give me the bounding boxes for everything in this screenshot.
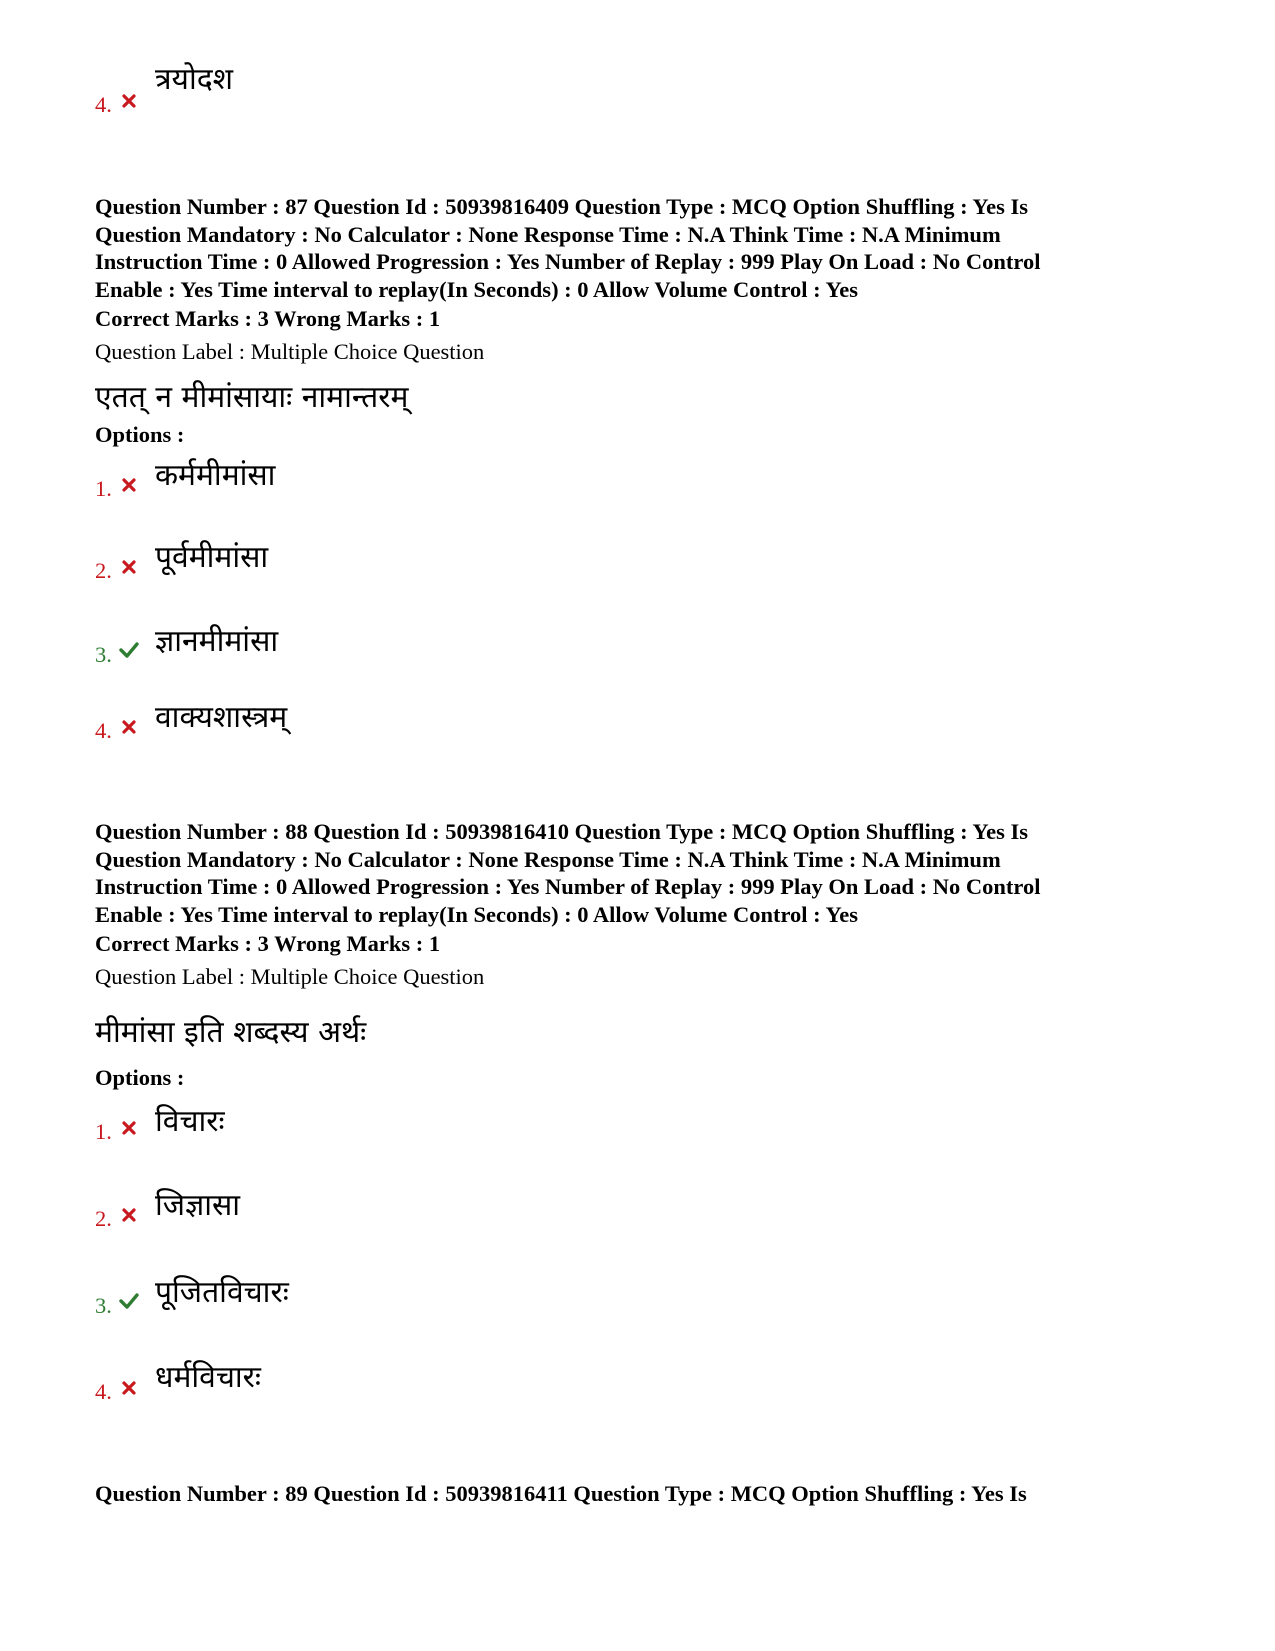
option-number: 2. — [95, 558, 112, 583]
cross-mark-icon — [121, 477, 137, 493]
option-number: 4. — [95, 718, 112, 743]
option-text: त्रयोदश — [155, 62, 234, 97]
question-meta: Question Number : 89 Question Id : 50939816411 Question Type : MCQ Option Shuffling : Yes Is — [95, 1481, 1027, 1506]
option-text: ज्ञानमीमांसा — [155, 624, 279, 659]
option-number: 1. — [95, 1119, 112, 1144]
option-text: जिज्ञासा — [155, 1188, 241, 1223]
cross-mark-icon — [121, 559, 137, 575]
options-heading: Options : — [95, 1065, 185, 1090]
option-text: विचारः — [155, 1104, 225, 1139]
question-text: एतत् न मीमांसायाः नामान्तरम् — [95, 380, 409, 415]
question-label: Question Label : Multiple Choice Question — [95, 339, 485, 364]
cross-mark-icon — [121, 1207, 137, 1223]
option-text: पूजितविचारः — [155, 1275, 289, 1310]
check-mark-icon — [119, 1293, 139, 1309]
cross-mark-icon — [121, 719, 137, 735]
option-number: 1. — [95, 476, 112, 501]
option-number: 3. — [95, 1293, 112, 1318]
options-heading: Options : — [95, 422, 185, 447]
check-mark-icon — [119, 642, 139, 658]
question-text: मीमांसा इति शब्दस्य अर्थः — [95, 1015, 367, 1050]
question-meta: Question Number : 87 Question Id : 50939816409 Question Type : MCQ Option Shuffling : Yes Is Question Mandatory : No Calculator : None Response Time : N.A Think Time : N.A Minimum Instruction Time : 0 Allowed Progression : Yes Number of Replay : 999 Play On Load : No Control Enable : Yes Time interval to replay(In Seconds) : 0 Allow Volume Control : Yes — [95, 194, 1041, 302]
option-text: पूर्वमीमांसा — [155, 540, 269, 575]
marks-info: Correct Marks : 3 Wrong Marks : 1 — [95, 931, 441, 956]
cross-mark-icon — [121, 1380, 137, 1396]
option-text: कर्ममीमांसा — [155, 458, 276, 493]
cross-mark-icon — [121, 93, 137, 109]
question-meta: Question Number : 88 Question Id : 50939816410 Question Type : MCQ Option Shuffling : Yes Is Question Mandatory : No Calculator : None Response Time : N.A Think Time : N.A Minimum Instruction Time : 0 Allowed Progression : Yes Number of Replay : 999 Play On Load : No Control Enable : Yes Time interval to replay(In Seconds) : 0 Allow Volume Control : Yes — [95, 819, 1041, 927]
option-number: 2. — [95, 1206, 112, 1231]
option-number: 3. — [95, 642, 112, 667]
cross-mark-icon — [121, 1120, 137, 1136]
option-text: धर्मविचारः — [155, 1360, 261, 1395]
marks-info: Correct Marks : 3 Wrong Marks : 1 — [95, 306, 441, 331]
option-text: वाक्यशास्त्रम् — [155, 700, 288, 735]
option-number: 4. — [95, 1379, 112, 1404]
question-label: Question Label : Multiple Choice Question — [95, 964, 485, 989]
option-number: 4. — [95, 92, 112, 117]
